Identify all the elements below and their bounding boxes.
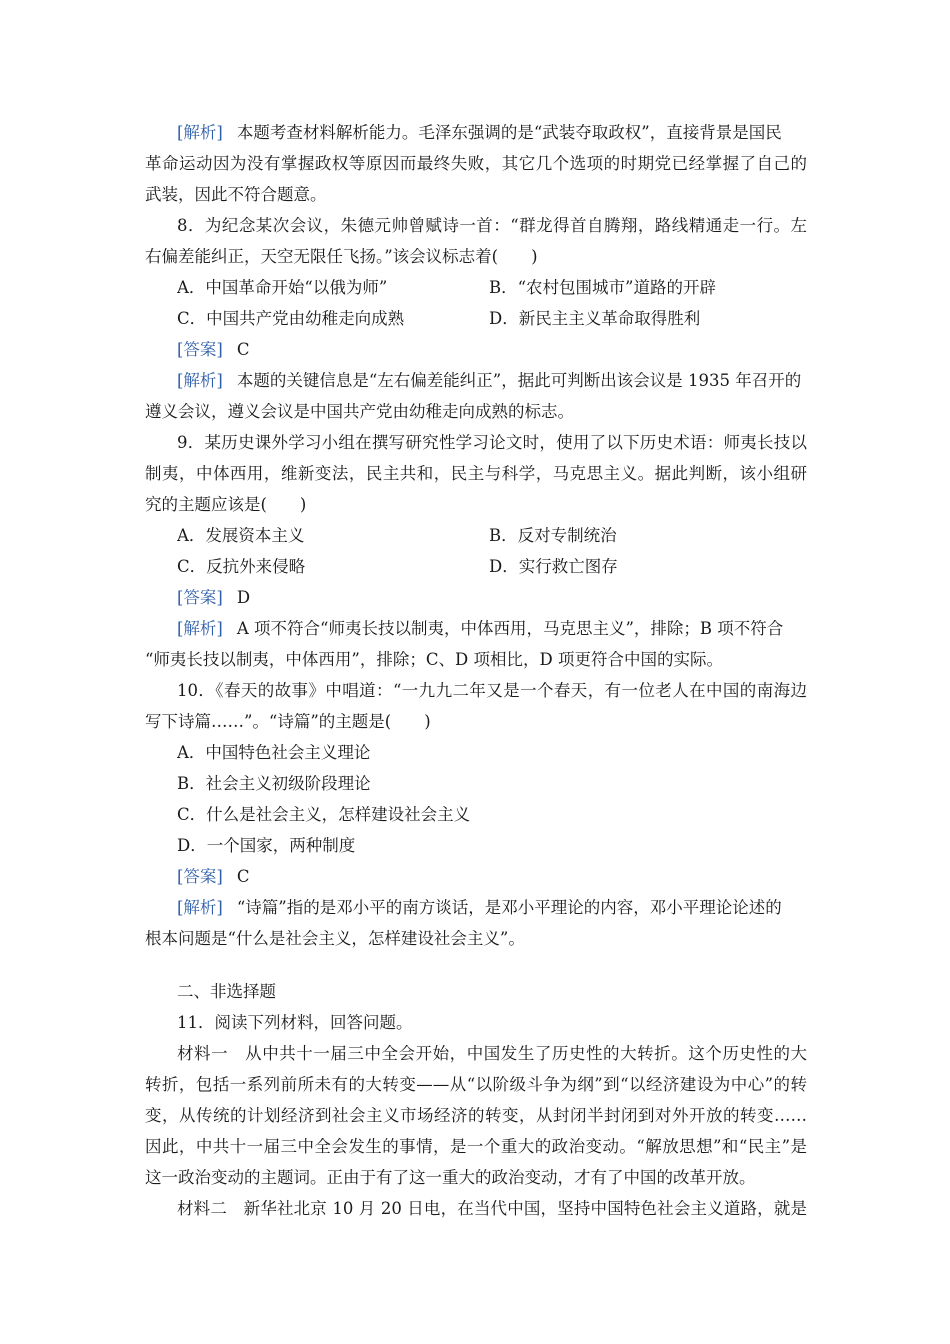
answer-tag: [答案] [177, 867, 223, 886]
text-line: 革命运动因为没有掌握政权等原因而最终失败，其它几个选项的时期党已经掌握了自己的 [145, 154, 807, 173]
analysis-line [177, 117, 807, 148]
answer-value: C [236, 867, 250, 886]
question-10-stem: 10．《春天的故事》中唱道：“一九九二年又是一个春天，有一位老人在中国的南海边 [177, 681, 807, 700]
answer-tag: [答案] [177, 588, 223, 607]
text-line: 这一政治变动的主题词。正由于有了这一重大的政治变动，才有了中国的改革开放。 [145, 1168, 756, 1187]
line-text: 本题的关键信息是“左右偏差能纠正”，据此可判断出该会议是 1935 年召开的 [236, 371, 802, 390]
line-text: A 项不符合“师夷长技以制夷，中体西用，马克思主义”，排除；B 项不符合 [236, 619, 784, 638]
option-c: C．中国共产党由幼稚走向成熟 [177, 309, 405, 328]
analysis-tag: [解析] [177, 619, 223, 638]
option-row [177, 520, 807, 551]
answer-line [177, 334, 807, 365]
text-line: 根本问题是“什么是社会主义，怎样建设社会主义”。 [145, 929, 525, 948]
analysis-tag: [解析] [177, 898, 223, 917]
analysis-tag: [解析] [177, 123, 223, 142]
text-line: 制夷，中体西用，维新变法，民主共和，民主与科学，马克思主义。据此判断，该小组研 [145, 464, 807, 483]
option-row [177, 551, 807, 582]
section-heading: 二、非选择题 [177, 982, 276, 1001]
line-text: “诗篇”指的是邓小平的南方谈话，是邓小平理论的内容，邓小平理论论述的 [236, 898, 782, 917]
material-2-line: 材料二 新华社北京 10 月 20 日电，在当代中国，坚持中国特色社会主义道路，就是 [177, 1199, 807, 1218]
analysis-tag: [解析] [177, 371, 223, 390]
analysis-line [177, 892, 807, 923]
material-1-line: 材料一 从中共十一届三中全会开始，中国发生了历史性的大转折。这个历史性的大 [177, 1044, 807, 1063]
answer-value: D [236, 588, 251, 607]
option-row [177, 303, 807, 334]
option-c: C．反抗外来侵略 [177, 557, 306, 576]
option-a: A．中国特色社会主义理论 [177, 743, 371, 762]
line-text: 本题考查材料解析能力。毛泽东强调的是“武装夺取政权”，直接背景是国民 [236, 123, 782, 142]
option-a: A．发展资本主义 [177, 526, 305, 545]
text-line: 究的主题应该是( ) [145, 495, 307, 514]
option-b: B．反对专制统治 [489, 526, 617, 545]
analysis-line [177, 365, 807, 396]
question-9-stem: 9．某历史课外学习小组在撰写研究性学习论文时，使用了以下历史术语：师夷长技以 [177, 433, 807, 452]
option-a: A．中国革命开始“以俄为师” [177, 278, 388, 297]
option-c: C．什么是社会主义，怎样建设社会主义 [177, 805, 471, 824]
question-8-stem: 8．为纪念某次会议，朱德元帅曾赋诗一首：“群龙得首自腾翔，路线精通走一行。左 [177, 216, 807, 235]
option-b: B．社会主义初级阶段理论 [177, 774, 371, 793]
option-d: D．新民主主义革命取得胜利 [489, 309, 701, 328]
text-line: 武装，因此不符合题意。 [145, 185, 327, 204]
text-line: 因此，中共十一届三中全会发生的事情，是一个重大的政治变动。“解放思想”和“民主”是 [145, 1137, 807, 1156]
option-d: D．一个国家，两种制度 [177, 836, 356, 855]
option-b: B．“农村包围城市”道路的开辟 [489, 278, 716, 297]
text-line: 转折，包括一系列前所未有的大转变——从“以阶级斗争为纲”到“以经济建设为中心”的转 [145, 1075, 807, 1094]
answer-line [177, 861, 807, 892]
answer-value: C [236, 340, 250, 359]
option-d: D．实行救亡图存 [489, 557, 618, 576]
option-row [177, 272, 807, 303]
text-line: 遵义会议，遵义会议是中国共产党由幼稚走向成熟的标志。 [145, 402, 574, 421]
answer-tag: [答案] [177, 340, 223, 359]
analysis-line [177, 613, 807, 644]
answer-line [177, 582, 807, 613]
text-line: 写下诗篇……”。“诗篇”的主题是( ) [145, 712, 431, 731]
question-11-stem: 11．阅读下列材料，回答问题。 [177, 1013, 413, 1032]
text-line: 右偏差能纠正，天空无限任飞扬。”该会议标志着( ) [145, 247, 538, 266]
text-line: 变，从传统的计划经济到社会主义市场经济的转变，从封闭半封闭到对外开放的转变…… [145, 1106, 807, 1125]
text-line: “师夷长技以制夷，中体西用”，排除；C、D 项相比，D 项更符合中国的实际。 [145, 650, 723, 669]
